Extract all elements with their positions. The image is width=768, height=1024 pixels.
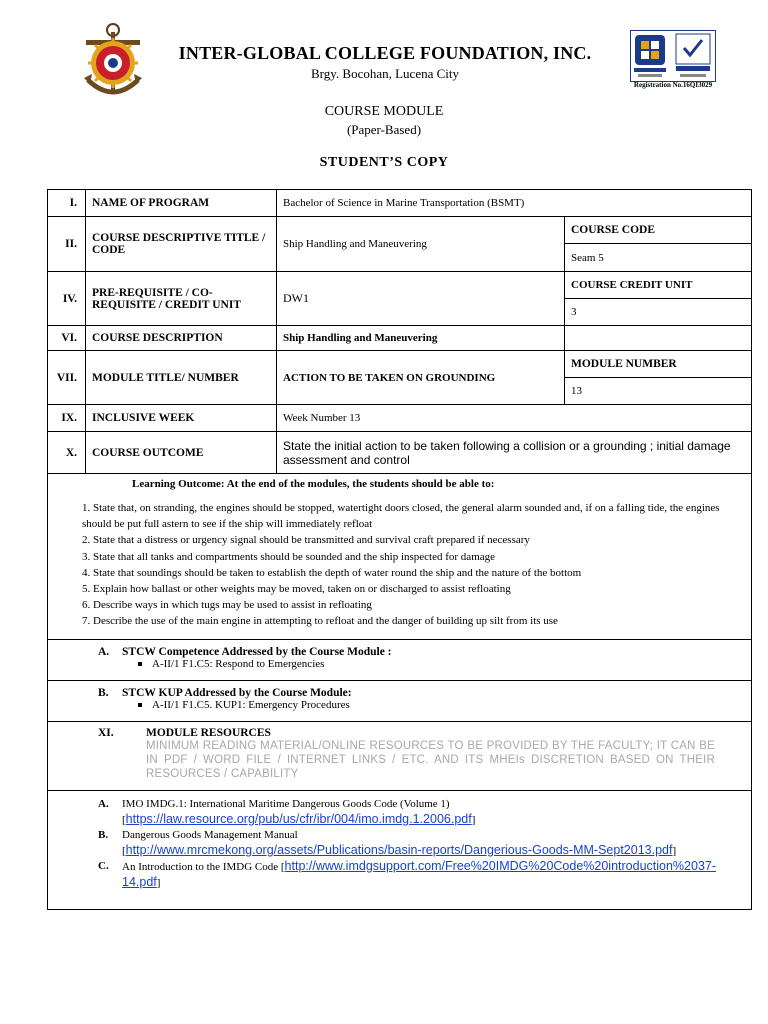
row-program: [48, 190, 752, 217]
row-label: COURSE DESCRIPTIVE TITLE / CODE: [86, 217, 277, 272]
row-prereq: [48, 272, 752, 299]
row-label: COURSE DESCRIPTION: [86, 326, 277, 351]
resource-link[interactable]: http://www.imdgsupport.com/Free%20IMDG%20Code%20introduction%2037-14.pdf: [122, 859, 717, 889]
college-seal-icon: [80, 18, 146, 102]
bullet-icon: [138, 703, 142, 707]
resource-title: IMO IMDG.1: International Maritime Dangerous Goods Code (Volume 1): [122, 798, 450, 810]
course-module-title: COURSE MODULE: [324, 104, 444, 119]
stcw-competence-heading: STCW Competence Addressed by the Course Module :: [122, 646, 392, 658]
list-item: 3. State that all tanks and compartments should be sounded and the ship inspected for damage: [82, 550, 496, 563]
section-letter: A.: [98, 646, 110, 658]
list-item: 6. Describe ways in which tugs may be used to assist in refloating: [82, 599, 372, 612]
registration-number: Registration No.16QI3029: [633, 81, 713, 89]
document-header: [0, 0, 768, 120]
row-descriptive: [48, 217, 752, 244]
module-number-value: 13: [565, 378, 752, 405]
row-number: VII.: [48, 351, 86, 405]
stcw-competence-item: A-II/1 F1.C5: Respond to Emergencies: [152, 658, 325, 670]
row-number: IV.: [48, 272, 86, 326]
stcw-kup-section: [48, 681, 752, 722]
learning-outcome-list: [56, 500, 743, 630]
school-address: Brgy. Bocohan, Lucena City: [310, 66, 460, 81]
resource-link[interactable]: https://law.resource.org/pub/us/cfr/ibr/004/imo.imdg.1.2006.pdf: [125, 812, 472, 826]
row-value: Week Number 13: [277, 405, 752, 432]
row-label: MODULE TITLE/ NUMBER: [86, 351, 277, 405]
credit-unit-value: 3: [565, 299, 752, 326]
row-label: NAME OF PROGRAM: [86, 190, 277, 217]
row-value: State the initial action to be taken following a collision or a grounding ; initial damage assessment and control: [277, 432, 752, 474]
list-item: 5. Explain how ballast or other weights may be moved, taken on or discharged to assist refloating: [82, 583, 511, 596]
section-number: XI.: [98, 727, 114, 739]
stcw-kup-heading: STCW KUP Addressed by the Course Module:: [122, 687, 352, 699]
certification-mark-icon: [630, 30, 716, 82]
list-item: C. An Introduction to the IMDG Code [http://www.imdgsupport.com/Free%20IMDG%20Code%20introduction%2037-14.pdf]: [98, 859, 717, 889]
row-value: Bachelor of Science in Marine Transportation (BSMT): [277, 190, 752, 217]
row-value: Ship Handling and Maneuvering: [277, 217, 565, 272]
row-description: [48, 326, 752, 351]
module-resources-label: MODULE RESOURCES: [146, 727, 271, 739]
resource-link[interactable]: http://www.mrcmekong.org/assets/Publications/basin-reports/Dangerious-Goods-MM-Sept2013.pdf: [125, 843, 673, 857]
learning-outcome-section: [48, 474, 752, 640]
students-copy-title: STUDENT’S COPY: [319, 155, 449, 170]
resource-title: Dangerous Goods Management Manual: [122, 829, 298, 841]
school-name: INTER-GLOBAL COLLEGE FOUNDATION, INC.: [178, 43, 592, 63]
row-week: [48, 405, 752, 432]
row-label: PRE-REQUISITE / CO-REQUISITE / CREDIT UNIT: [86, 272, 277, 326]
row-value: ACTION TO BE TAKEN ON GROUNDING: [277, 351, 565, 405]
list-item: 4. State that soundings should be taken to establish the depth of water round the ship and the nature of the bottom: [82, 566, 582, 579]
module-number-label: MODULE NUMBER: [565, 351, 752, 378]
resource-title: An Introduction to the IMDG Code: [122, 861, 279, 873]
list-item: 7. Describe the use of the main engine in attempting to refloat and the danger of building up silt from its use: [82, 615, 558, 628]
list-item: 1. State that, on stranding, the engines should be stopped, watertight doors closed, the general alarm sounded and, if on a falling tide, the engines should be put full astern to see if the ship will immediately refloat: [82, 502, 720, 531]
section-letter: B.: [98, 687, 109, 699]
row-value: DW1: [277, 272, 565, 326]
row-label: COURSE OUTCOME: [86, 432, 277, 474]
course-code-label: COURSE CODE: [565, 217, 752, 244]
credit-unit-label: COURSE CREDIT UNIT: [565, 272, 752, 299]
course-code-value: Seam 5: [565, 244, 752, 272]
course-module-table: [47, 189, 752, 910]
row-number: IX.: [48, 405, 86, 432]
bullet-icon: [138, 662, 142, 666]
stcw-competence-section: [48, 640, 752, 681]
list-item: B. Dangerous Goods Management Manual [http://www.mrcmekong.org/assets/Publications/basin-reports/Dangerious-Goods-MM-Sept2013.pdf]: [98, 829, 677, 857]
row-value: Ship Handling and Maneuvering: [277, 326, 565, 351]
row-outcome: [48, 432, 752, 474]
module-resources-section: [48, 722, 752, 791]
paper-based-subtitle: (Paper-Based): [346, 122, 422, 137]
row-number: II.: [48, 217, 86, 272]
learning-outcome-heading: Learning Outcome: At the end of the modules, the students should be able to:: [132, 478, 495, 490]
resources-list-section: [48, 791, 752, 910]
row-module: [48, 351, 752, 378]
row-label: INCLUSIVE WEEK: [86, 405, 277, 432]
row-number: X.: [48, 432, 86, 474]
list-item: A. IMO IMDG.1: International Maritime Dangerous Goods Code (Volume 1) [https://law.resource.org/pub/us/cfr/ibr/004/imo.imdg.1.2006.pdf]: [98, 798, 476, 826]
row-number: I.: [48, 190, 86, 217]
resources-note: MINIMUM READING MATERIAL/ONLINE RESOURCES TO BE PROVIDED BY THE FACULTY; IT CAN BE IN PDF / WORD FILE / INTERNET LINKS / ETC. AND ITS MHEIs DISCRETION BASED ON THEIR RESOURCES / CAPABILITY: [146, 740, 716, 780]
row-number: VI.: [48, 326, 86, 351]
stcw-kup-item: A-II/1 F1.C5. KUP1: Emergency Procedures: [152, 699, 350, 711]
list-item: 2. State that a distress or urgency signal should be transmitted and survival craft prepared if necessary: [82, 534, 530, 547]
